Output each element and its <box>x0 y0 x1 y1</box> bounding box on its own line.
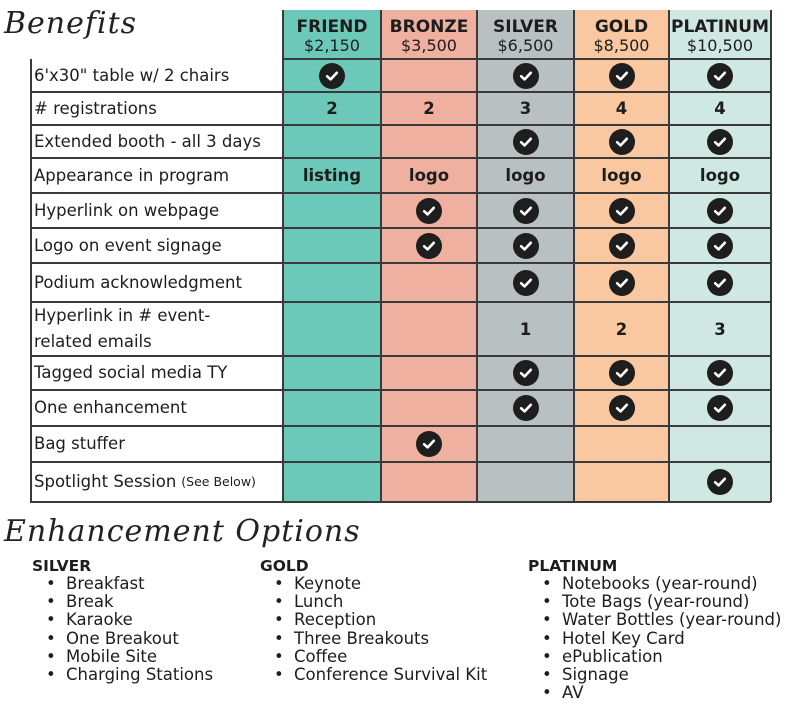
row-label <box>30 125 283 158</box>
enhancement-item: • ePublication <box>542 648 781 666</box>
row-label-note: (See Below) <box>181 474 256 489</box>
row-divider <box>30 355 771 357</box>
column-divider <box>476 10 478 502</box>
checkmark-circle-icon <box>416 431 442 457</box>
enhancement-item: • Hotel Key Card <box>542 630 781 648</box>
checkmark-circle-icon <box>416 198 442 224</box>
enhancement-group-gold <box>260 557 487 684</box>
benefits-table <box>30 10 771 502</box>
row-divider <box>30 389 771 391</box>
cell-value: 3 <box>519 99 532 118</box>
column-divider <box>770 10 772 502</box>
check-icon <box>477 356 574 390</box>
enhancement-item: • AV <box>542 684 781 702</box>
checkmark-circle-icon <box>609 63 635 89</box>
tier-price: $10,500 <box>686 36 754 55</box>
checkmark-circle-icon <box>513 233 539 259</box>
row-label <box>30 356 283 390</box>
row-label <box>30 302 283 356</box>
row-label-text: Tagged social media TY <box>34 363 228 382</box>
checkmark-circle-icon <box>707 233 733 259</box>
row-label-text: Spotlight Session <box>34 472 177 491</box>
table-left-border <box>30 59 32 502</box>
row-divider <box>30 192 771 194</box>
enhancement-item: • Water Bottles (year-round) <box>542 611 781 629</box>
checkmark-circle-icon <box>707 360 733 386</box>
row-label <box>30 59 283 92</box>
checkmark-circle-icon <box>609 270 635 296</box>
tier-name: BRONZE <box>389 17 469 37</box>
column-divider <box>573 10 575 502</box>
enhancement-item: • Notebooks (year-round) <box>542 575 781 593</box>
column-divider <box>380 10 382 502</box>
tier-price: $2,150 <box>304 36 360 55</box>
row-label-text: Logo on event signage <box>34 235 222 255</box>
checkmark-circle-icon <box>707 63 733 89</box>
checkmark-circle-icon <box>513 360 539 386</box>
checkmark-circle-icon <box>707 395 733 421</box>
check-icon <box>477 263 574 302</box>
row-divider <box>30 227 771 229</box>
check-icon <box>381 426 477 462</box>
enhancement-group-platinum <box>528 557 781 702</box>
check-icon <box>574 125 669 158</box>
checkmark-circle-icon <box>609 198 635 224</box>
checkmark-circle-icon <box>609 360 635 386</box>
tier-price: $8,500 <box>593 36 650 55</box>
row-divider <box>30 425 771 427</box>
check-icon <box>669 390 771 426</box>
enhancement-list <box>32 575 213 684</box>
check-icon <box>574 263 669 302</box>
row-label-text: Bag stuffer <box>34 434 125 453</box>
enhancement-group-silver <box>32 557 213 684</box>
enhancement-group-title: PLATINUM <box>528 557 618 575</box>
check-icon <box>477 390 574 426</box>
tier-price: $6,500 <box>497 36 554 55</box>
row-divider <box>30 301 771 303</box>
row-divider <box>283 58 771 60</box>
check-icon <box>669 263 771 302</box>
row-divider <box>30 91 771 93</box>
checkmark-circle-icon <box>513 395 539 421</box>
cell-value: 1 <box>519 319 532 339</box>
check-icon <box>574 228 669 263</box>
column-divider <box>668 10 670 502</box>
cell-value: 4 <box>714 99 726 118</box>
checkmark-circle-icon <box>513 198 539 224</box>
checkmark-circle-icon <box>609 129 635 155</box>
row-label-text: Hyperlink on webpage <box>34 200 220 220</box>
tier-name: PLATINUM <box>671 17 769 37</box>
enhancement-item: • Karaoke <box>46 611 213 629</box>
checkmark-circle-icon <box>707 198 733 224</box>
enhancement-item: • Three Breakouts <box>274 630 487 648</box>
enhancement-item: • Coffee <box>274 648 487 666</box>
checkmark-circle-icon <box>513 129 539 155</box>
check-icon <box>381 228 477 263</box>
row-divider <box>30 262 771 264</box>
cell-value: 2 <box>423 99 435 118</box>
row-label <box>30 92 283 125</box>
row-label-text: Podium acknowledgment <box>34 272 242 292</box>
checkmark-circle-icon <box>416 233 442 259</box>
check-icon <box>669 193 771 228</box>
tier-header-platinum <box>669 10 771 58</box>
tier-header-gold <box>574 10 669 58</box>
row-divider <box>30 124 771 126</box>
row-label-text: Extended booth - all 3 days <box>34 131 261 151</box>
cell-value: logo <box>408 166 450 185</box>
check-icon <box>283 59 381 92</box>
enhancement-item: • Conference Survival Kit <box>274 666 487 684</box>
row-label <box>30 390 283 426</box>
checkmark-circle-icon <box>707 129 733 155</box>
row-divider <box>30 501 771 503</box>
cell-value: listing <box>302 166 362 185</box>
row-label-text: Hyperlink in # event-related emails <box>34 306 211 351</box>
row-label <box>30 462 283 502</box>
checkmark-circle-icon <box>707 270 733 296</box>
check-icon <box>669 228 771 263</box>
check-icon <box>574 356 669 390</box>
enhancement-item: • Signage <box>542 666 781 684</box>
check-icon <box>574 390 669 426</box>
check-icon <box>477 125 574 158</box>
enhancement-item: • Breakfast <box>46 575 213 593</box>
enhancement-item: • Break <box>46 593 213 611</box>
tier-name: SILVER <box>493 17 558 37</box>
check-icon <box>477 59 574 92</box>
checkmark-circle-icon <box>609 395 635 421</box>
enhancement-list <box>260 575 487 684</box>
check-icon <box>477 228 574 263</box>
row-label-text: 6'x30" table w/ 2 chairs <box>34 65 230 85</box>
row-label <box>30 158 283 193</box>
cell-value: 2 <box>615 319 628 339</box>
enhancement-options-title: Enhancement Options <box>4 514 361 549</box>
tier-header-bronze <box>381 10 477 58</box>
check-icon <box>381 193 477 228</box>
benefits-title: Benefits <box>4 6 138 41</box>
tier-name: GOLD <box>594 17 649 37</box>
cell-value: logo <box>505 166 546 185</box>
check-icon <box>669 59 771 92</box>
row-label-text: # registrations <box>34 98 157 118</box>
enhancement-group-title: GOLD <box>260 557 309 575</box>
check-icon <box>477 193 574 228</box>
cell-value: 2 <box>326 99 338 118</box>
tier-header-friend <box>283 10 381 58</box>
cell-value: logo <box>601 166 642 185</box>
checkmark-circle-icon <box>513 63 539 89</box>
checkmark-circle-icon <box>609 233 635 259</box>
cell-value: 4 <box>615 99 628 118</box>
check-icon <box>574 193 669 228</box>
checkmark-circle-icon <box>707 469 733 495</box>
enhancement-item: • One Breakout <box>46 630 213 648</box>
enhancement-group-title: SILVER <box>32 557 92 575</box>
check-icon <box>669 462 771 502</box>
row-label-text: Appearance in program <box>34 165 230 185</box>
check-icon <box>669 356 771 390</box>
enhancement-item: • Lunch <box>274 593 487 611</box>
cell-value: logo <box>699 166 741 185</box>
row-label-text: One enhancement <box>34 398 187 417</box>
row-divider <box>30 157 771 159</box>
enhancement-list <box>528 575 781 702</box>
column-divider <box>282 10 284 502</box>
row-label <box>30 193 283 228</box>
row-label <box>30 228 283 263</box>
cell-value: 3 <box>714 319 726 339</box>
row-label <box>30 263 283 302</box>
enhancement-item: • Tote Bags (year-round) <box>542 593 781 611</box>
tier-price: $3,500 <box>401 36 457 55</box>
checkmark-circle-icon <box>513 270 539 296</box>
check-icon <box>574 59 669 92</box>
row-label <box>30 426 283 462</box>
check-icon <box>669 125 771 158</box>
tier-header-silver <box>477 10 574 58</box>
tier-name: FRIEND <box>296 17 368 37</box>
enhancement-item: • Reception <box>274 611 487 629</box>
enhancement-item: • Keynote <box>274 575 487 593</box>
enhancement-item: • Charging Stations <box>46 666 213 684</box>
checkmark-circle-icon <box>319 63 345 89</box>
enhancement-item: • Mobile Site <box>46 648 213 666</box>
row-divider <box>30 461 771 463</box>
